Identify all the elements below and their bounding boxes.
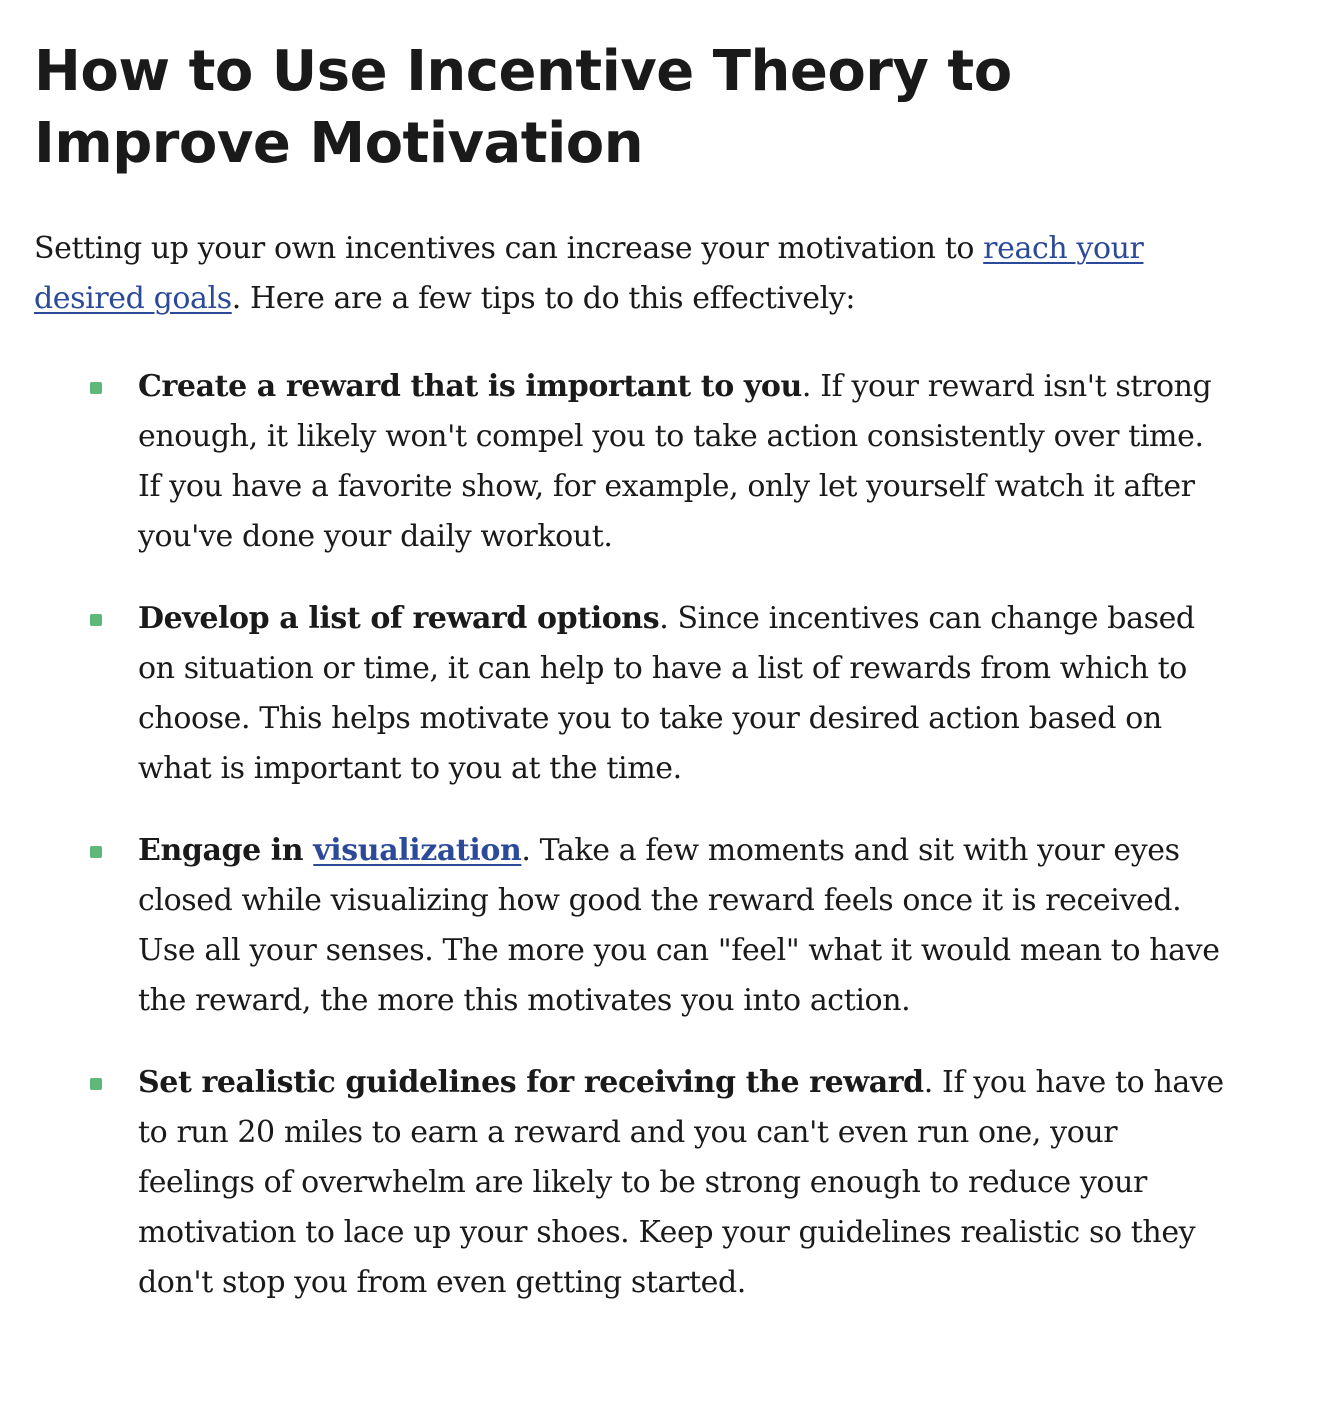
list-item: [34, 594, 1234, 794]
bullet-icon: [90, 1078, 102, 1090]
tip-title: Develop a list of reward options: [138, 601, 660, 636]
tips-list: [34, 362, 1234, 1308]
article-heading: How to Use Incentive Theory to Improve Motivation: [34, 39, 1012, 176]
tip-title: Create a reward that is important to you: [138, 369, 802, 404]
intro-paragraph: [34, 224, 1234, 324]
intro-text-before: Setting up your own incentives can increase your motivation to: [34, 231, 984, 266]
tip-text: . If your reward isn't strong enough, it likely won't compel you to take action consistently over time. If you have a favorite show, for example, only let yourself watch it after you've done your daily workout.: [138, 369, 1212, 554]
bullet-icon: [90, 846, 102, 858]
intro-text-after: . Here are a few tips to do this effectively:: [231, 281, 856, 316]
reach-your-goals-link[interactable]: reach your desired goals: [34, 231, 1144, 316]
bullet-icon: [90, 382, 102, 394]
tip-text: . If you have to have to run 20 miles to earn a reward and you can't even run one, your feelings of overwhelm are likely to be strong enough to reduce your motivation to lace up your shoes. Keep your guidelines realistic so they don't stop you from even getting started.: [138, 1065, 1224, 1300]
visualization-link[interactable]: visualization: [313, 833, 522, 868]
list-item: [34, 826, 1234, 1026]
list-item: [34, 362, 1234, 562]
tip-title: Set realistic guidelines for receiving the reward: [138, 1065, 924, 1100]
tip-text: . Take a few moments and sit with your eyes closed while visualizing how good the reward feels once it is received. Use all your senses. The more you can "feel" what it would mean to have the reward, the more this motivates you into action.: [138, 833, 1220, 1018]
tip-title-text: Engage in: [138, 833, 314, 868]
bullet-icon: [90, 614, 102, 626]
list-item: [34, 1058, 1234, 1308]
tip-title: [138, 833, 521, 868]
tip-text: . Since incentives can change based on situation or time, it can help to have a list of rewards from which to choose. This helps motivate you to take your desired action based on what is important to you at the time.: [138, 601, 1195, 786]
